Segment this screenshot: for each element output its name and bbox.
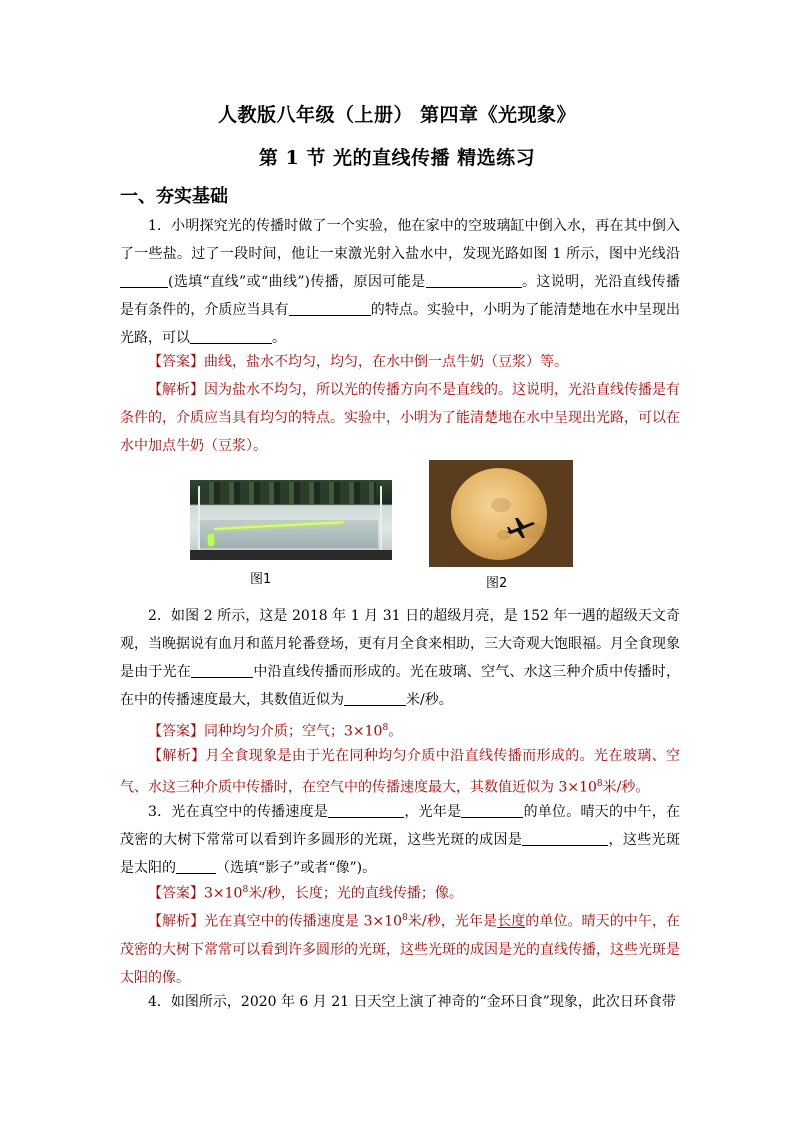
figure-2-super-moon	[429, 460, 573, 567]
figure-1-laser-in-salt-water	[190, 480, 392, 560]
figure-1-caption: 图1	[250, 572, 272, 587]
answer-blank	[344, 689, 406, 706]
answer-1: 【答案】曲线，盐水不均匀，均匀，在水中倒一点牛奶（豆浆）等。	[148, 354, 568, 370]
answer-blank	[191, 661, 253, 678]
question-2: 2．如图 2 所示，这是 2018 年 1 月 31 日的超级月亮，是 152 年一遇的超级天文奇观，当晚据说有血月和蓝月轮番登场，更有月全食来相助，三大奇观大饱眼福。月全食现象是由于光在 中沿直线传播而形成的。光在玻璃、空气、水这三种介质中传播时，在中的传播速度最大，其数值近似为 米/秒。	[120, 608, 681, 708]
answer-blank	[120, 271, 168, 288]
question-1: 1．小明探究光的传播时做了一个实验，他在家中的空玻璃缸中倒入水，再在其中倒入了一些盐。过了一段时间，他让一束激光射入盐水中，发现光路如图 1 所示，图中光线沿(选填“直线”或“曲线”)传播，原因可能是 。这说明，光沿直线传播是有条件的，介质应当具有 的特点。实验中，小明为了能清楚地在水中呈现出光路，可以 。	[120, 218, 681, 346]
answer-blank	[328, 801, 404, 818]
analysis-2: 【解析】月全食现象是由于光在同种均匀介质中沿直线传播而形成的。光在玻璃、空气、水这三种介质中传播时，在空气中的传播速度最大，其数值近似为 $3\times 10^8$米/秒。	[120, 748, 681, 796]
answer-blank	[289, 299, 371, 316]
answer-blank	[176, 857, 216, 874]
page-title: 人教版八年级（上册） 第四章《光现象》	[217, 104, 577, 126]
answer-blank	[426, 271, 522, 288]
analysis-3: 【解析】光在真空中的传播速度是 $3\times 10^8$米/秒，光年是长度的单位。晴天的中午，在茂密的大树下常常可以看到许多圆形的光斑，这些光斑的成因是光的直线传播，这些光斑是太阳的像。	[120, 913, 681, 986]
answer-blank	[522, 829, 608, 846]
answer-blank	[190, 327, 272, 344]
airplane-icon	[505, 516, 537, 540]
page-subtitle: 第 1 节 光的直线传播 精选练习	[258, 147, 536, 169]
answer-3: 【答案】$3\times 10^8$米/秒，长度；光的直线传播；像。	[148, 885, 463, 902]
figure-2-caption: 图2	[486, 576, 508, 591]
question-4: 4．如图所示，2020 年 6 月 21 日天空上演了神奇的“金环日食”现象，此次日环食带	[148, 994, 676, 1010]
answer-blank	[461, 801, 523, 818]
question-3: 3．光在真空中的传播速度是 ，光年是 的单位。晴天的中午，在茂密的大树下常常可以看到许多圆形的光斑，这些光斑的成因是 ，这些光斑是太阳的 （选填“影子”或者“像”)。	[120, 798, 680, 882]
analysis-1: 【解析】因为盐水不均匀，所以光的传播方向不是直线的。这说明，光沿直线传播是有条件的，介质应当具有均匀的特点。实验中，小明为了能清楚地在水中呈现出光路，可以在水中加点牛奶（豆浆）。	[120, 382, 680, 454]
section-heading: 一、夯实基础	[120, 186, 228, 207]
answer-2: 【答案】同种均匀介质；空气；$3\times 10^8$。	[148, 723, 403, 740]
